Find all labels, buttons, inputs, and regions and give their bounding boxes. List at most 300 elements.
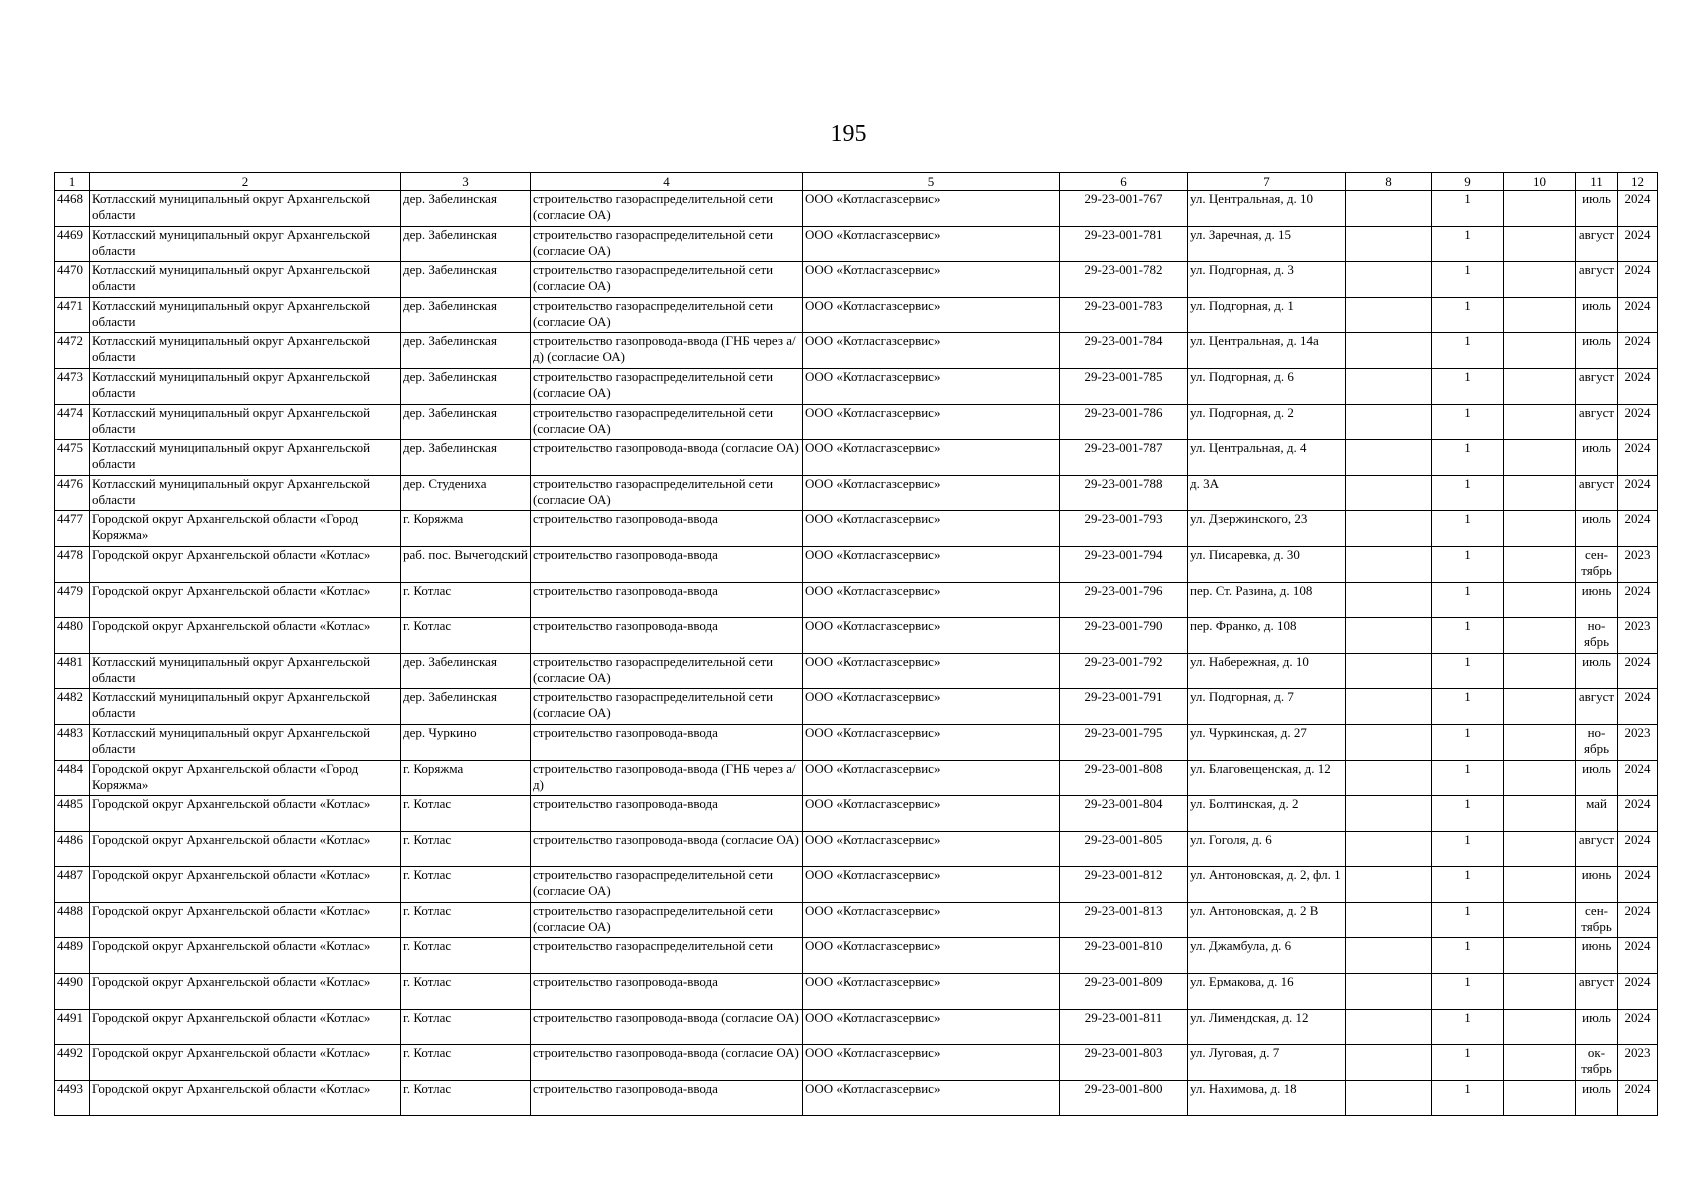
cell-month: сен-тябрь [1576, 902, 1618, 938]
cell-object-code: 29-23-001-786 [1060, 404, 1188, 440]
cell-organization: ООО «Котласгазсервис» [803, 760, 1060, 796]
cell-municipality: Котласский муниципальный округ Архангельской области [90, 368, 401, 404]
cell-year: 2024 [1618, 831, 1658, 867]
cell-address: ул. Подгорная, д. 7 [1188, 689, 1346, 725]
cell-year: 2024 [1618, 867, 1658, 903]
cell-col-10 [1504, 226, 1576, 262]
cell-year: 2024 [1618, 1009, 1658, 1045]
column-header: 6 [1060, 173, 1188, 191]
cell-col-8 [1346, 974, 1432, 1010]
cell-address: ул. Луговая, д. 7 [1188, 1045, 1346, 1081]
cell-row-number: 4485 [55, 796, 90, 832]
cell-col-8 [1346, 831, 1432, 867]
registry-table [54, 172, 1658, 1116]
cell-col-8 [1346, 440, 1432, 476]
cell-col-8 [1346, 618, 1432, 654]
cell-work-type: строительство газопровода-ввода [531, 796, 803, 832]
cell-quantity: 1 [1432, 653, 1504, 689]
cell-object-code: 29-23-001-800 [1060, 1080, 1188, 1116]
cell-organization: ООО «Котласгазсервис» [803, 867, 1060, 903]
column-header: 1 [55, 173, 90, 191]
cell-col-10 [1504, 368, 1576, 404]
cell-municipality: Городской округ Архангельской области «Котлас» [90, 1080, 401, 1116]
cell-col-8 [1346, 226, 1432, 262]
cell-work-type: строительство газопровода-ввода (согласие ОА) [531, 1009, 803, 1045]
cell-settlement: г. Котлас [401, 796, 531, 832]
cell-municipality: Котласский муниципальный округ Архангельской области [90, 689, 401, 725]
cell-quantity: 1 [1432, 440, 1504, 476]
cell-object-code: 29-23-001-792 [1060, 653, 1188, 689]
cell-month: август [1576, 974, 1618, 1010]
cell-year: 2024 [1618, 475, 1658, 511]
cell-object-code: 29-23-001-787 [1060, 440, 1188, 476]
cell-col-10 [1504, 796, 1576, 832]
cell-address: ул. Подгорная, д. 1 [1188, 297, 1346, 333]
cell-object-code: 29-23-001-785 [1060, 368, 1188, 404]
column-header: 12 [1618, 173, 1658, 191]
cell-quantity: 1 [1432, 724, 1504, 760]
cell-municipality: Котласский муниципальный округ Архангельской области [90, 297, 401, 333]
table-row [55, 1045, 1658, 1081]
cell-work-type: строительство газораспределительной сети (согласие ОА) [531, 902, 803, 938]
cell-col-10 [1504, 831, 1576, 867]
cell-settlement: дер. Чуркино [401, 724, 531, 760]
cell-object-code: 29-23-001-812 [1060, 867, 1188, 903]
cell-row-number: 4490 [55, 974, 90, 1010]
cell-year: 2023 [1618, 618, 1658, 654]
table-row [55, 1080, 1658, 1116]
cell-work-type: строительство газораспределительной сети (согласие ОА) [531, 653, 803, 689]
cell-settlement: г. Котлас [401, 974, 531, 1010]
cell-col-10 [1504, 297, 1576, 333]
cell-row-number: 4492 [55, 1045, 90, 1081]
cell-organization: ООО «Котласгазсервис» [803, 689, 1060, 725]
cell-month: август [1576, 262, 1618, 298]
cell-col-8 [1346, 297, 1432, 333]
cell-organization: ООО «Котласгазсервис» [803, 724, 1060, 760]
table-row [55, 902, 1658, 938]
cell-row-number: 4471 [55, 297, 90, 333]
cell-work-type: строительство газопровода-ввода (согласие ОА) [531, 1045, 803, 1081]
cell-col-10 [1504, 333, 1576, 369]
cell-year: 2024 [1618, 974, 1658, 1010]
cell-settlement: дер. Студениха [401, 475, 531, 511]
cell-municipality: Городской округ Архангельской области «Город Коряжма» [90, 511, 401, 547]
cell-address: ул. Антоновская, д. 2 В [1188, 902, 1346, 938]
cell-col-10 [1504, 1045, 1576, 1081]
table-row [55, 333, 1658, 369]
cell-address: ул. Писаревка, д. 30 [1188, 546, 1346, 582]
page-number: 195 [830, 121, 867, 147]
cell-quantity: 1 [1432, 831, 1504, 867]
cell-object-code: 29-23-001-808 [1060, 760, 1188, 796]
cell-work-type: строительство газопровода-ввода (согласие ОА) [531, 831, 803, 867]
cell-object-code: 29-23-001-804 [1060, 796, 1188, 832]
cell-settlement: г. Котлас [401, 618, 531, 654]
cell-year: 2024 [1618, 796, 1658, 832]
cell-row-number: 4474 [55, 404, 90, 440]
cell-month: июль [1576, 1009, 1618, 1045]
cell-month: ок-тябрь [1576, 1045, 1618, 1081]
cell-settlement: г. Котлас [401, 938, 531, 974]
cell-month: август [1576, 368, 1618, 404]
cell-object-code: 29-23-001-805 [1060, 831, 1188, 867]
cell-year: 2024 [1618, 262, 1658, 298]
cell-settlement: дер. Забелинская [401, 333, 531, 369]
cell-object-code: 29-23-001-782 [1060, 262, 1188, 298]
column-header: 7 [1188, 173, 1346, 191]
cell-col-8 [1346, 511, 1432, 547]
cell-col-8 [1346, 368, 1432, 404]
cell-quantity: 1 [1432, 1080, 1504, 1116]
cell-organization: ООО «Котласгазсервис» [803, 1045, 1060, 1081]
cell-municipality: Городской округ Архангельской области «Котлас» [90, 618, 401, 654]
cell-object-code: 29-23-001-784 [1060, 333, 1188, 369]
cell-object-code: 29-23-001-795 [1060, 724, 1188, 760]
cell-col-10 [1504, 689, 1576, 725]
cell-col-10 [1504, 902, 1576, 938]
cell-month: но-ябрь [1576, 724, 1618, 760]
cell-organization: ООО «Котласгазсервис» [803, 1080, 1060, 1116]
cell-address: д. 3А [1188, 475, 1346, 511]
column-header: 4 [531, 173, 803, 191]
cell-month: июнь [1576, 582, 1618, 618]
cell-year: 2024 [1618, 938, 1658, 974]
cell-col-10 [1504, 511, 1576, 547]
cell-address: ул. Центральная, д. 14а [1188, 333, 1346, 369]
table-row [55, 831, 1658, 867]
cell-row-number: 4478 [55, 546, 90, 582]
cell-month: июнь [1576, 867, 1618, 903]
cell-municipality: Городской округ Архангельской области «Котлас» [90, 867, 401, 903]
cell-year: 2024 [1618, 1080, 1658, 1116]
cell-municipality: Котласский муниципальный округ Архангельской области [90, 475, 401, 511]
cell-municipality: Котласский муниципальный округ Архангельской области [90, 440, 401, 476]
cell-object-code: 29-23-001-796 [1060, 582, 1188, 618]
cell-year: 2023 [1618, 546, 1658, 582]
cell-organization: ООО «Котласгазсервис» [803, 546, 1060, 582]
cell-col-10 [1504, 191, 1576, 227]
cell-municipality: Городской округ Архангельской области «Котлас» [90, 902, 401, 938]
table-row [55, 475, 1658, 511]
cell-municipality: Городской округ Архангельской области «Котлас» [90, 546, 401, 582]
cell-year: 2024 [1618, 760, 1658, 796]
cell-col-10 [1504, 262, 1576, 298]
cell-work-type: строительство газопровода-ввода [531, 618, 803, 654]
cell-work-type: строительство газораспределительной сети (согласие ОА) [531, 191, 803, 227]
cell-col-8 [1346, 191, 1432, 227]
table-row [55, 653, 1658, 689]
cell-row-number: 4489 [55, 938, 90, 974]
cell-address: ул. Благовещенская, д. 12 [1188, 760, 1346, 796]
cell-col-8 [1346, 689, 1432, 725]
cell-year: 2024 [1618, 297, 1658, 333]
cell-address: ул. Подгорная, д. 2 [1188, 404, 1346, 440]
cell-settlement: г. Котлас [401, 582, 531, 618]
cell-settlement: дер. Забелинская [401, 297, 531, 333]
cell-object-code: 29-23-001-783 [1060, 297, 1188, 333]
table-row [55, 297, 1658, 333]
cell-year: 2024 [1618, 333, 1658, 369]
cell-settlement: дер. Забелинская [401, 191, 531, 227]
cell-row-number: 4481 [55, 653, 90, 689]
table-row [55, 511, 1658, 547]
cell-col-8 [1346, 938, 1432, 974]
cell-row-number: 4473 [55, 368, 90, 404]
table-row [55, 368, 1658, 404]
cell-row-number: 4479 [55, 582, 90, 618]
cell-row-number: 4488 [55, 902, 90, 938]
cell-month: но-ябрь [1576, 618, 1618, 654]
table-row [55, 689, 1658, 725]
cell-work-type: строительство газораспределительной сети (согласие ОА) [531, 368, 803, 404]
cell-year: 2024 [1618, 404, 1658, 440]
cell-settlement: г. Котлас [401, 867, 531, 903]
cell-quantity: 1 [1432, 262, 1504, 298]
cell-col-10 [1504, 440, 1576, 476]
cell-col-8 [1346, 760, 1432, 796]
cell-row-number: 4484 [55, 760, 90, 796]
cell-municipality: Городской округ Архангельской области «Котлас» [90, 831, 401, 867]
cell-year: 2024 [1618, 689, 1658, 725]
cell-month: июль [1576, 191, 1618, 227]
cell-month: август [1576, 226, 1618, 262]
table-row [55, 404, 1658, 440]
cell-work-type: строительство газопровода-ввода [531, 1080, 803, 1116]
cell-municipality: Котласский муниципальный округ Архангельской области [90, 724, 401, 760]
cell-organization: ООО «Котласгазсервис» [803, 404, 1060, 440]
cell-month: июль [1576, 440, 1618, 476]
cell-work-type: строительство газопровода-ввода [531, 511, 803, 547]
cell-address: ул. Ермакова, д. 16 [1188, 974, 1346, 1010]
cell-work-type: строительство газораспределительной сети (согласие ОА) [531, 226, 803, 262]
cell-col-10 [1504, 653, 1576, 689]
cell-quantity: 1 [1432, 511, 1504, 547]
cell-address: ул. Джамбула, д. 6 [1188, 938, 1346, 974]
cell-col-8 [1346, 1045, 1432, 1081]
cell-address: ул. Лимендская, д. 12 [1188, 1009, 1346, 1045]
cell-organization: ООО «Котласгазсервис» [803, 475, 1060, 511]
cell-address: ул. Набережная, д. 10 [1188, 653, 1346, 689]
cell-row-number: 4487 [55, 867, 90, 903]
cell-col-10 [1504, 760, 1576, 796]
cell-col-10 [1504, 974, 1576, 1010]
cell-organization: ООО «Котласгазсервис» [803, 831, 1060, 867]
cell-month: сен-тябрь [1576, 546, 1618, 582]
table-body [55, 191, 1658, 1116]
cell-organization: ООО «Котласгазсервис» [803, 653, 1060, 689]
cell-quantity: 1 [1432, 974, 1504, 1010]
cell-municipality: Городской округ Архангельской области «Котлас» [90, 582, 401, 618]
cell-address: ул. Нахимова, д. 18 [1188, 1080, 1346, 1116]
cell-col-10 [1504, 938, 1576, 974]
header-row [55, 173, 1658, 191]
cell-municipality: Городской округ Архангельской области «Котлас» [90, 1045, 401, 1081]
cell-address: ул. Центральная, д. 10 [1188, 191, 1346, 227]
cell-object-code: 29-23-001-803 [1060, 1045, 1188, 1081]
cell-month: август [1576, 404, 1618, 440]
cell-object-code: 29-23-001-794 [1060, 546, 1188, 582]
cell-col-8 [1346, 1080, 1432, 1116]
cell-municipality: Котласский муниципальный округ Архангельской области [90, 653, 401, 689]
table-row [55, 226, 1658, 262]
cell-col-8 [1346, 724, 1432, 760]
cell-organization: ООО «Котласгазсервис» [803, 618, 1060, 654]
cell-address: ул. Чуркинская, д. 27 [1188, 724, 1346, 760]
cell-object-code: 29-23-001-791 [1060, 689, 1188, 725]
cell-quantity: 1 [1432, 404, 1504, 440]
cell-object-code: 29-23-001-810 [1060, 938, 1188, 974]
cell-object-code: 29-23-001-788 [1060, 475, 1188, 511]
cell-work-type: строительство газопровода-ввода (согласие ОА) [531, 440, 803, 476]
column-header: 3 [401, 173, 531, 191]
cell-organization: ООО «Котласгазсервис» [803, 333, 1060, 369]
cell-municipality: Котласский муниципальный округ Архангельской области [90, 333, 401, 369]
cell-address: ул. Заречная, д. 15 [1188, 226, 1346, 262]
cell-row-number: 4493 [55, 1080, 90, 1116]
table-row [55, 938, 1658, 974]
cell-col-10 [1504, 475, 1576, 511]
cell-year: 2024 [1618, 440, 1658, 476]
cell-work-type: строительство газораспределительной сети [531, 938, 803, 974]
cell-month: август [1576, 475, 1618, 511]
cell-quantity: 1 [1432, 867, 1504, 903]
cell-settlement: дер. Забелинская [401, 689, 531, 725]
cell-year: 2024 [1618, 653, 1658, 689]
cell-work-type: строительство газопровода-ввода [531, 724, 803, 760]
cell-organization: ООО «Котласгазсервис» [803, 1009, 1060, 1045]
cell-quantity: 1 [1432, 796, 1504, 832]
table-row [55, 1009, 1658, 1045]
cell-year: 2024 [1618, 368, 1658, 404]
cell-object-code: 29-23-001-793 [1060, 511, 1188, 547]
cell-municipality: Котласский муниципальный округ Архангельской области [90, 262, 401, 298]
cell-organization: ООО «Котласгазсервис» [803, 262, 1060, 298]
cell-quantity: 1 [1432, 475, 1504, 511]
cell-row-number: 4480 [55, 618, 90, 654]
cell-organization: ООО «Котласгазсервис» [803, 974, 1060, 1010]
cell-row-number: 4472 [55, 333, 90, 369]
cell-quantity: 1 [1432, 902, 1504, 938]
cell-object-code: 29-23-001-767 [1060, 191, 1188, 227]
cell-settlement: г. Котлас [401, 1009, 531, 1045]
cell-col-10 [1504, 1009, 1576, 1045]
cell-month: май [1576, 796, 1618, 832]
cell-col-8 [1346, 475, 1432, 511]
cell-year: 2024 [1618, 191, 1658, 227]
cell-settlement: г. Коряжма [401, 760, 531, 796]
column-header: 11 [1576, 173, 1618, 191]
cell-address: ул. Болтинская, д. 2 [1188, 796, 1346, 832]
cell-quantity: 1 [1432, 297, 1504, 333]
cell-quantity: 1 [1432, 191, 1504, 227]
cell-row-number: 4470 [55, 262, 90, 298]
cell-work-type: строительство газораспределительной сети (согласие ОА) [531, 475, 803, 511]
cell-row-number: 4483 [55, 724, 90, 760]
cell-organization: ООО «Котласгазсервис» [803, 938, 1060, 974]
cell-year: 2024 [1618, 226, 1658, 262]
cell-municipality: Котласский муниципальный округ Архангельской области [90, 191, 401, 227]
cell-row-number: 4469 [55, 226, 90, 262]
cell-year: 2024 [1618, 582, 1658, 618]
cell-address: ул. Подгорная, д. 3 [1188, 262, 1346, 298]
cell-address: пер. Франко, д. 108 [1188, 618, 1346, 654]
cell-object-code: 29-23-001-790 [1060, 618, 1188, 654]
cell-address: ул. Дзержинского, 23 [1188, 511, 1346, 547]
cell-month: август [1576, 831, 1618, 867]
cell-quantity: 1 [1432, 689, 1504, 725]
cell-work-type: строительство газопровода-ввода [531, 546, 803, 582]
table-row [55, 796, 1658, 832]
cell-settlement: г. Котлас [401, 1080, 531, 1116]
cell-municipality: Городской округ Архангельской области «Котлас» [90, 1009, 401, 1045]
cell-settlement: дер. Забелинская [401, 404, 531, 440]
column-header: 9 [1432, 173, 1504, 191]
cell-settlement: дер. Забелинская [401, 262, 531, 298]
table-row [55, 618, 1658, 654]
cell-settlement: дер. Забелинская [401, 368, 531, 404]
table-row [55, 867, 1658, 903]
cell-settlement: г. Котлас [401, 902, 531, 938]
cell-municipality: Городской округ Архангельской области «Котлас» [90, 974, 401, 1010]
table-row [55, 974, 1658, 1010]
cell-address: ул. Центральная, д. 4 [1188, 440, 1346, 476]
cell-month: июль [1576, 297, 1618, 333]
cell-address: ул. Гоголя, д. 6 [1188, 831, 1346, 867]
cell-quantity: 1 [1432, 226, 1504, 262]
cell-organization: ООО «Котласгазсервис» [803, 191, 1060, 227]
cell-organization: ООО «Котласгазсервис» [803, 226, 1060, 262]
cell-work-type: строительство газопровода-ввода (ГНБ через а/д) (согласие ОА) [531, 333, 803, 369]
cell-work-type: строительство газораспределительной сети (согласие ОА) [531, 867, 803, 903]
cell-col-10 [1504, 867, 1576, 903]
cell-settlement: г. Коряжма [401, 511, 531, 547]
cell-year: 2023 [1618, 1045, 1658, 1081]
cell-organization: ООО «Котласгазсервис» [803, 297, 1060, 333]
cell-col-8 [1346, 867, 1432, 903]
cell-municipality: Городской округ Архангельской области «Котлас» [90, 938, 401, 974]
cell-quantity: 1 [1432, 582, 1504, 618]
cell-organization: ООО «Котласгазсервис» [803, 440, 1060, 476]
column-header: 10 [1504, 173, 1576, 191]
cell-month: июль [1576, 333, 1618, 369]
cell-col-8 [1346, 333, 1432, 369]
cell-col-8 [1346, 1009, 1432, 1045]
cell-settlement: дер. Забелинская [401, 440, 531, 476]
cell-col-10 [1504, 582, 1576, 618]
cell-object-code: 29-23-001-813 [1060, 902, 1188, 938]
cell-row-number: 4482 [55, 689, 90, 725]
table-row [55, 191, 1658, 227]
column-header: 5 [803, 173, 1060, 191]
cell-quantity: 1 [1432, 618, 1504, 654]
column-header: 8 [1346, 173, 1432, 191]
cell-quantity: 1 [1432, 760, 1504, 796]
cell-col-8 [1346, 653, 1432, 689]
cell-settlement: раб. пос. Вычегодский [401, 546, 531, 582]
table-row [55, 582, 1658, 618]
cell-quantity: 1 [1432, 1045, 1504, 1081]
cell-quantity: 1 [1432, 938, 1504, 974]
cell-settlement: г. Котлас [401, 831, 531, 867]
table-row [55, 724, 1658, 760]
cell-organization: ООО «Котласгазсервис» [803, 902, 1060, 938]
cell-quantity: 1 [1432, 1009, 1504, 1045]
cell-work-type: строительство газопровода-ввода [531, 974, 803, 1010]
cell-quantity: 1 [1432, 333, 1504, 369]
cell-col-8 [1346, 796, 1432, 832]
cell-settlement: дер. Забелинская [401, 226, 531, 262]
